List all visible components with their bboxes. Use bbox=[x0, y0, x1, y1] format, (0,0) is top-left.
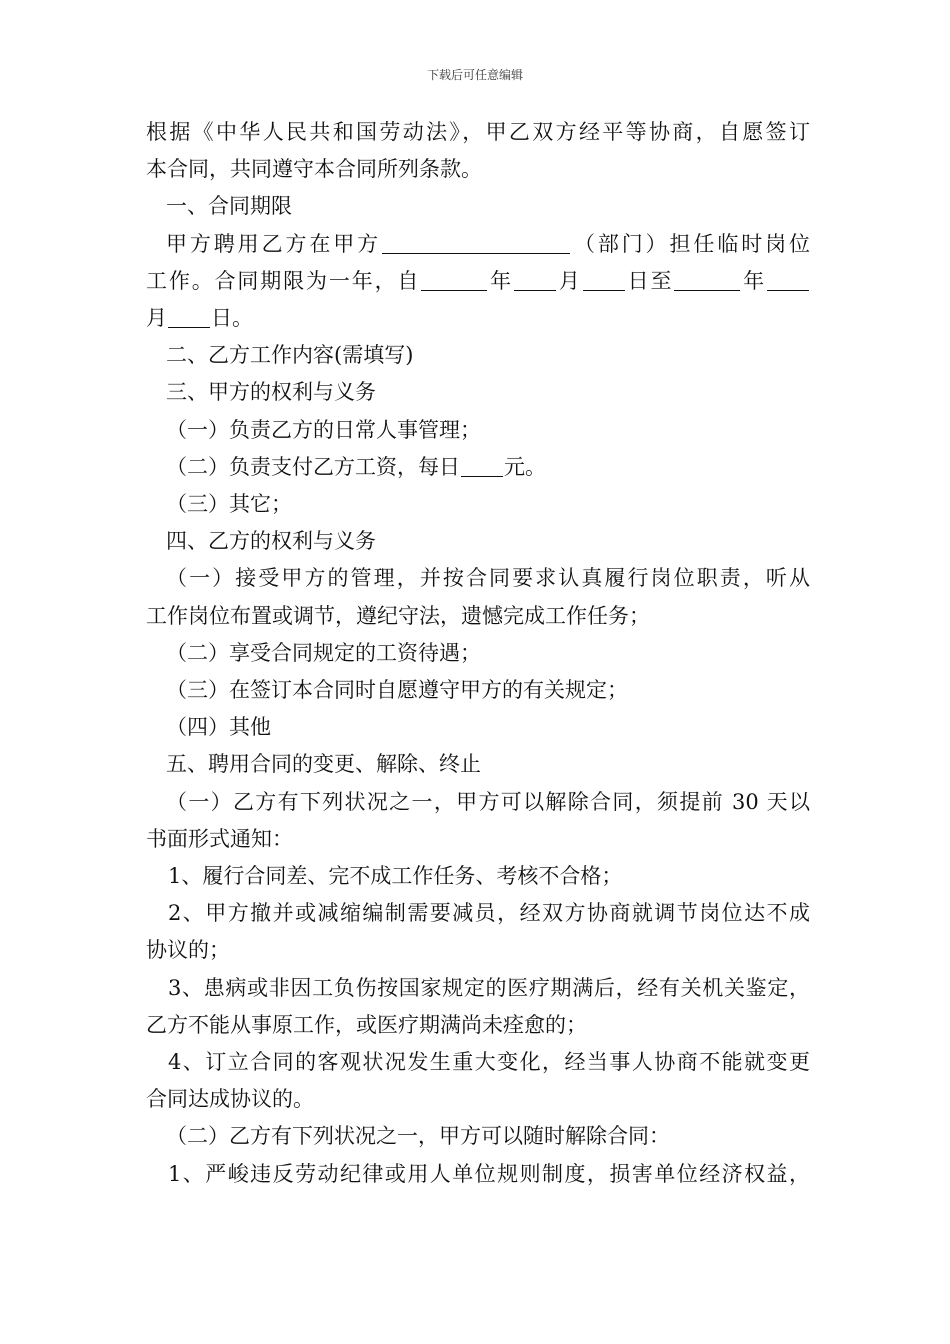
text-run: 日至 bbox=[625, 268, 674, 293]
blank-department[interactable] bbox=[382, 231, 570, 254]
blank-end-day[interactable] bbox=[168, 305, 210, 328]
text-run: 月 bbox=[146, 306, 167, 331]
text-run: 年 bbox=[741, 268, 767, 293]
text-run: （部门）担任临时岗位 bbox=[571, 231, 811, 256]
clause-line: 1、严峻违反劳动纪律或用人单位规则制度，损害单位经济权益， bbox=[168, 1161, 810, 1186]
blank-end-year[interactable] bbox=[674, 268, 740, 291]
section-heading: 四、乙方的权利与义务 bbox=[166, 529, 376, 554]
paragraph-line: 本合同，共同遵守本合同所列条款。 bbox=[146, 157, 482, 182]
paragraph-line bbox=[146, 263, 810, 300]
clause-line: （一）乙方有下列状况之一，甲方可以解除合同，须提前 30 天以 bbox=[166, 789, 810, 814]
clause-line: （四）其他 bbox=[166, 715, 271, 740]
text-run: 月 bbox=[557, 268, 582, 293]
page-header: 下载后可任意编辑 bbox=[426, 68, 523, 82]
contract-body bbox=[146, 114, 810, 1193]
clause-line: （二）享受合同规定的工资待遇； bbox=[166, 640, 481, 665]
paragraph-line bbox=[146, 226, 810, 263]
clause-line: 4、订立合同的客观状况发生重大变化，经当事人协商不能就变更 bbox=[168, 1050, 810, 1075]
clause-line: 工作岗位布置或调节，遵纪守法，遗憾完成工作任务； bbox=[146, 603, 650, 628]
blank-start-month[interactable] bbox=[514, 268, 556, 291]
text-run: 元。 bbox=[504, 454, 546, 479]
blank-end-month-a[interactable] bbox=[767, 268, 809, 291]
blank-daily-wage[interactable] bbox=[461, 454, 503, 477]
text-run: 年 bbox=[488, 268, 514, 293]
clause-line: 乙方不能从事原工作，或医疗期满尚未痊愈的； bbox=[146, 1012, 587, 1037]
text-run: （二）负责支付乙方工资，每日 bbox=[166, 454, 460, 479]
text-run: 日。 bbox=[211, 306, 253, 331]
section-heading: 五、聘用合同的变更、解除、终止 bbox=[166, 752, 481, 777]
clause-line: 合同达成协议的。 bbox=[146, 1087, 314, 1112]
clause-line: 1、履行合同差、完不成工作任务、考核不合格； bbox=[168, 864, 623, 889]
clause-line: （二）乙方有下列状况之一，甲方可以随时解除合同： bbox=[166, 1124, 670, 1149]
section-heading: 三、甲方的权利与义务 bbox=[166, 380, 376, 405]
text-run: 工作。合同期限为一年，自 bbox=[146, 268, 421, 293]
clause-line: （三）在签订本合同时自愿遵守甲方的有关规定； bbox=[166, 678, 628, 703]
clause-line: 协议的； bbox=[146, 938, 230, 963]
clause-line bbox=[146, 449, 810, 486]
blank-start-day[interactable] bbox=[583, 268, 625, 291]
clause-line: 书面形式通知： bbox=[146, 826, 293, 851]
text-run: 甲方聘用乙方在甲方 bbox=[166, 231, 382, 256]
section-heading: 二、乙方工作内容(需填写) bbox=[166, 343, 414, 368]
clause-line: （三）其它； bbox=[166, 492, 292, 517]
paragraph-line: 根据《中华人民共和国劳动法》，甲乙双方经平等协商，自愿签订 bbox=[146, 120, 810, 144]
paragraph-line bbox=[146, 300, 810, 337]
clause-line: （一）负责乙方的日常人事管理； bbox=[166, 417, 481, 442]
clause-line: （一）接受甲方的管理，并按合同要求认真履行岗位职责，听从 bbox=[166, 566, 810, 591]
blank-start-year[interactable] bbox=[421, 268, 487, 291]
clause-line: 2、甲方撤并或减缩编制需要减员，经双方协商就调节岗位达不成 bbox=[168, 901, 810, 926]
clause-line: 3、患病或非因工负伤按国家规定的医疗期满后，经有关机关鉴定， bbox=[168, 975, 810, 1000]
section-heading: 一、合同期限 bbox=[166, 194, 292, 219]
